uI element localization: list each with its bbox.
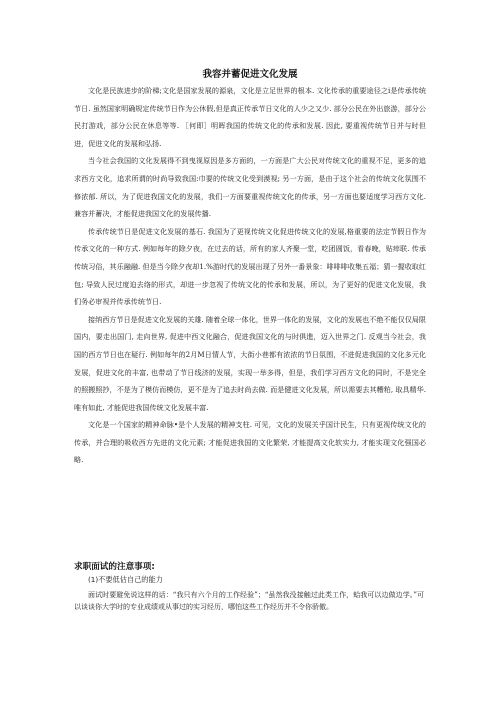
section-subtitle: (1)不要低估自己的能力 bbox=[88, 575, 163, 584]
section-title: 求职面试的注意事项: bbox=[74, 562, 155, 572]
body-paragraph-5: 文化是一个国家的精神命脉•是个人发展的精神支柱. 可见，文化的发展关乎国计民生，只有更视传统文化的传承，并合理的吸收西方先进的文化元素; 才能促进我国的文化繁荣, 才能提高文化软实力, 才能实现文化强国必略. bbox=[74, 420, 426, 465]
section-paragraph: 面试时要避免说这样的话：“我只有六个月的工作经验”；“虽然我没接触过此类工作，蛤我可以边做边学。”可以谈谈你大学时的专业成绩或从事过的实习经历，哪怕这些工作经历并不令你骄傲。 bbox=[74, 591, 424, 611]
body-paragraph-3: 传承传统节日是促进文化发展的基石. 我国为了更视传统文化促进传统文化的发展,格重要的法定节假日作为传承文化的一种方式. 例如每年的除夕夜，在过去的话，所有的家人齐聚一堂，吃团圆饭，看春晚，贴瘁联. 传承传统习俗，其乐融融. 但是当今除夕夜却1.%游时代的发展出现了另外一番景象：啡啡啡收集五福；猜一握收取红包; 导致人民过度迫去络的形式，却进一步忽视了传统文化的传承和发展，所以，为了更好的促进文化发展，我们务必审视并传承传统节日. bbox=[74, 226, 426, 307]
document-body bbox=[74, 82, 426, 469]
body-paragraph-2: 当今社会我国的文化发展得不到曳视原因是多方面的，一方面是广大公民对传统文化的重视不足，更多的追求西方文化，追求所谓的时尚导致我国:巾要的传统文化受到漠视; 另一方面，是由于这个社会的传统文化氛围不修浓郁. 所以，为了促进我国文化的发展，我们一方面要重视传统文化的传承，另一方面也要适度学习西方文化. 兼容并蓄决，才能促进我国文化的发展传播. bbox=[74, 156, 426, 219]
body-paragraph-4: 接纳西方节日是促进文化发展的关雄. 随着全球一体化，世界一体化的发展，文化的发展也不绝不能仅仅局限国内，要走出国门, 走向世界, 促进中西文化融合，促进我国文化的与时俱進，迈入世界之门. 反观当今社会，我国的西方节日也在疑行. 例如每年的2月M日情人节，大街小巷都有浓浓的节日氛围，不进促进我国的文化多元化发展，促进文化的丰富, 也带动了节日线济的发展，实现一举多得，但是，我们学习西方文化的同时，不是完全的照搬照抄，不是为了模仿而模仿，更不是为了追去时尚去做. 而是健进文化发展，所以需要去其糟粕, 取具精华. 唯有如此, 才能促进我国传统文化发展丰富. bbox=[74, 314, 426, 412]
interview-tips-section bbox=[74, 560, 434, 613]
body-paragraph-1: 文化是民族进步的阶梯;文化是国家发展的源泉，文化是立足世界的根本. 文化传承的重要途径之i是传承传统节日. 虽然国家明确规定传统节日作为公休假,但是真正传承节日文化的人少之又少. 部分公民在外出旅游，部分公民打游戏，部分公民在休息等等. ［何即］明晖我国的传统文化的传承和发展. 因此, 要重视传统节日并与时但进，促进文化的发展和弘扬. bbox=[74, 86, 426, 148]
document-title: 我容并蓄促进文化发展 bbox=[202, 69, 298, 80]
